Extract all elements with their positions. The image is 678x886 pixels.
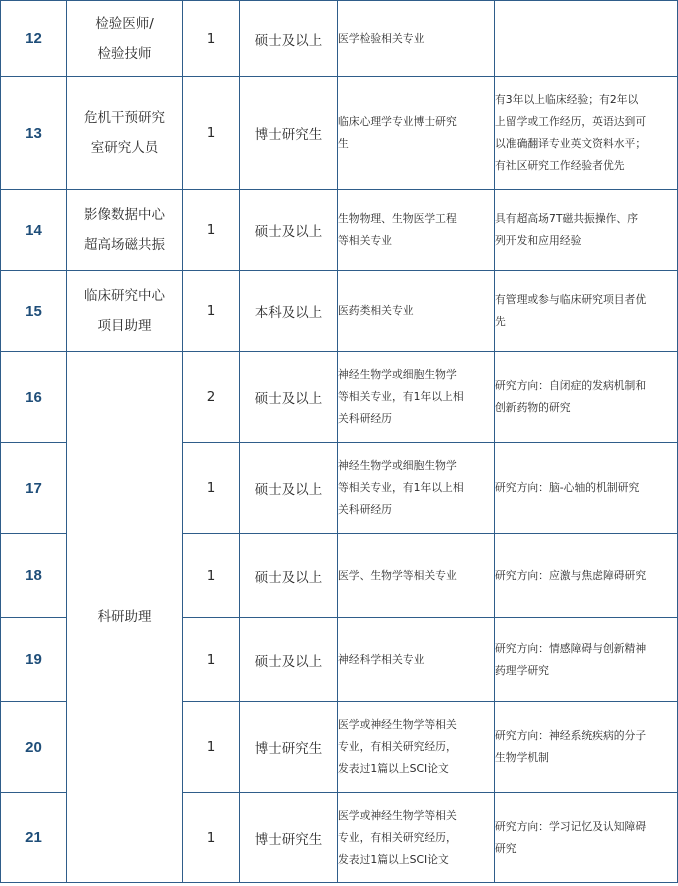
- other-requirements-cell: 研究方向：自闭症的发病机制和 创新药物的研究: [495, 352, 678, 443]
- table-row: [1, 77, 678, 190]
- other-requirements-cell: 研究方向：学习记忆及认知障碍 研究: [495, 793, 678, 883]
- headcount-cell: 1: [183, 190, 240, 271]
- row-number: 18: [1, 534, 67, 618]
- row-number: 15: [1, 271, 67, 352]
- other-requirements-cell: 研究方向：脑-心轴的机制研究: [495, 443, 678, 534]
- position-cell: 科研助理: [67, 352, 183, 883]
- row-number: 19: [1, 618, 67, 702]
- headcount-cell: 1: [183, 702, 240, 793]
- major-cell: 神经科学相关专业: [338, 618, 495, 702]
- position-cell: 临床研究中心 项目助理: [67, 271, 183, 352]
- table-row: [1, 271, 678, 352]
- major-cell: 生物物理、生物医学工程 等相关专业: [338, 190, 495, 271]
- education-cell: 博士研究生: [240, 77, 338, 190]
- education-cell: 硕士及以上: [240, 1, 338, 77]
- major-cell: 医药类相关专业: [338, 271, 495, 352]
- headcount-cell: 1: [183, 618, 240, 702]
- headcount-cell: 1: [183, 1, 240, 77]
- headcount-cell: 1: [183, 77, 240, 190]
- major-cell: 医学或神经生物学等相关 专业，有相关研究经历， 发表过1篇以上SCI论文: [338, 793, 495, 883]
- other-requirements-cell: 研究方向：情感障碍与创新精神 药理学研究: [495, 618, 678, 702]
- row-number: 16: [1, 352, 67, 443]
- education-cell: 硕士及以上: [240, 443, 338, 534]
- headcount-cell: 1: [183, 534, 240, 618]
- headcount-cell: 2: [183, 352, 240, 443]
- position-cell: 危机干预研究 室研究人员: [67, 77, 183, 190]
- major-cell: 医学或神经生物学等相关 专业，有相关研究经历， 发表过1篇以上SCI论文: [338, 702, 495, 793]
- position-cell: 影像数据中心 超高场磁共振: [67, 190, 183, 271]
- other-requirements-cell: [495, 1, 678, 77]
- table-row: [1, 1, 678, 77]
- headcount-cell: 1: [183, 443, 240, 534]
- headcount-cell: 1: [183, 271, 240, 352]
- education-cell: 硕士及以上: [240, 352, 338, 443]
- row-number: 17: [1, 443, 67, 534]
- other-requirements-cell: 有3年以上临床经验；有2年以 上留学或工作经历，英语达到可 以准确翻译专业英文资料水平； 有社区研究工作经验者优先: [495, 77, 678, 190]
- other-requirements-cell: 有管理或参与临床研究项目者优 先: [495, 271, 678, 352]
- headcount-cell: 1: [183, 793, 240, 883]
- education-cell: 本科及以上: [240, 271, 338, 352]
- row-number: 20: [1, 702, 67, 793]
- major-cell: 医学、生物学等相关专业: [338, 534, 495, 618]
- education-cell: 硕士及以上: [240, 534, 338, 618]
- row-number: 13: [1, 77, 67, 190]
- position-cell: 检验医师/ 检验技师: [67, 1, 183, 77]
- other-requirements-cell: 研究方向：应激与焦虑障碍研究: [495, 534, 678, 618]
- other-requirements-cell: 具有超高场7T磁共振操作、序 列开发和应用经验: [495, 190, 678, 271]
- row-number: 12: [1, 1, 67, 77]
- row-number: 14: [1, 190, 67, 271]
- major-cell: 临床心理学专业博士研究 生: [338, 77, 495, 190]
- table-row: [1, 352, 678, 443]
- row-number: 21: [1, 793, 67, 883]
- education-cell: 博士研究生: [240, 702, 338, 793]
- major-cell: 神经生物学或细胞生物学 等相关专业，有1年以上相 关科研经历: [338, 352, 495, 443]
- education-cell: 博士研究生: [240, 793, 338, 883]
- other-requirements-cell: 研究方向：神经系统疾病的分子 生物学机制: [495, 702, 678, 793]
- education-cell: 硕士及以上: [240, 190, 338, 271]
- table-row: [1, 190, 678, 271]
- education-cell: 硕士及以上: [240, 618, 338, 702]
- major-cell: 医学检验相关专业: [338, 1, 495, 77]
- major-cell: 神经生物学或细胞生物学 等相关专业，有1年以上相 关科研经历: [338, 443, 495, 534]
